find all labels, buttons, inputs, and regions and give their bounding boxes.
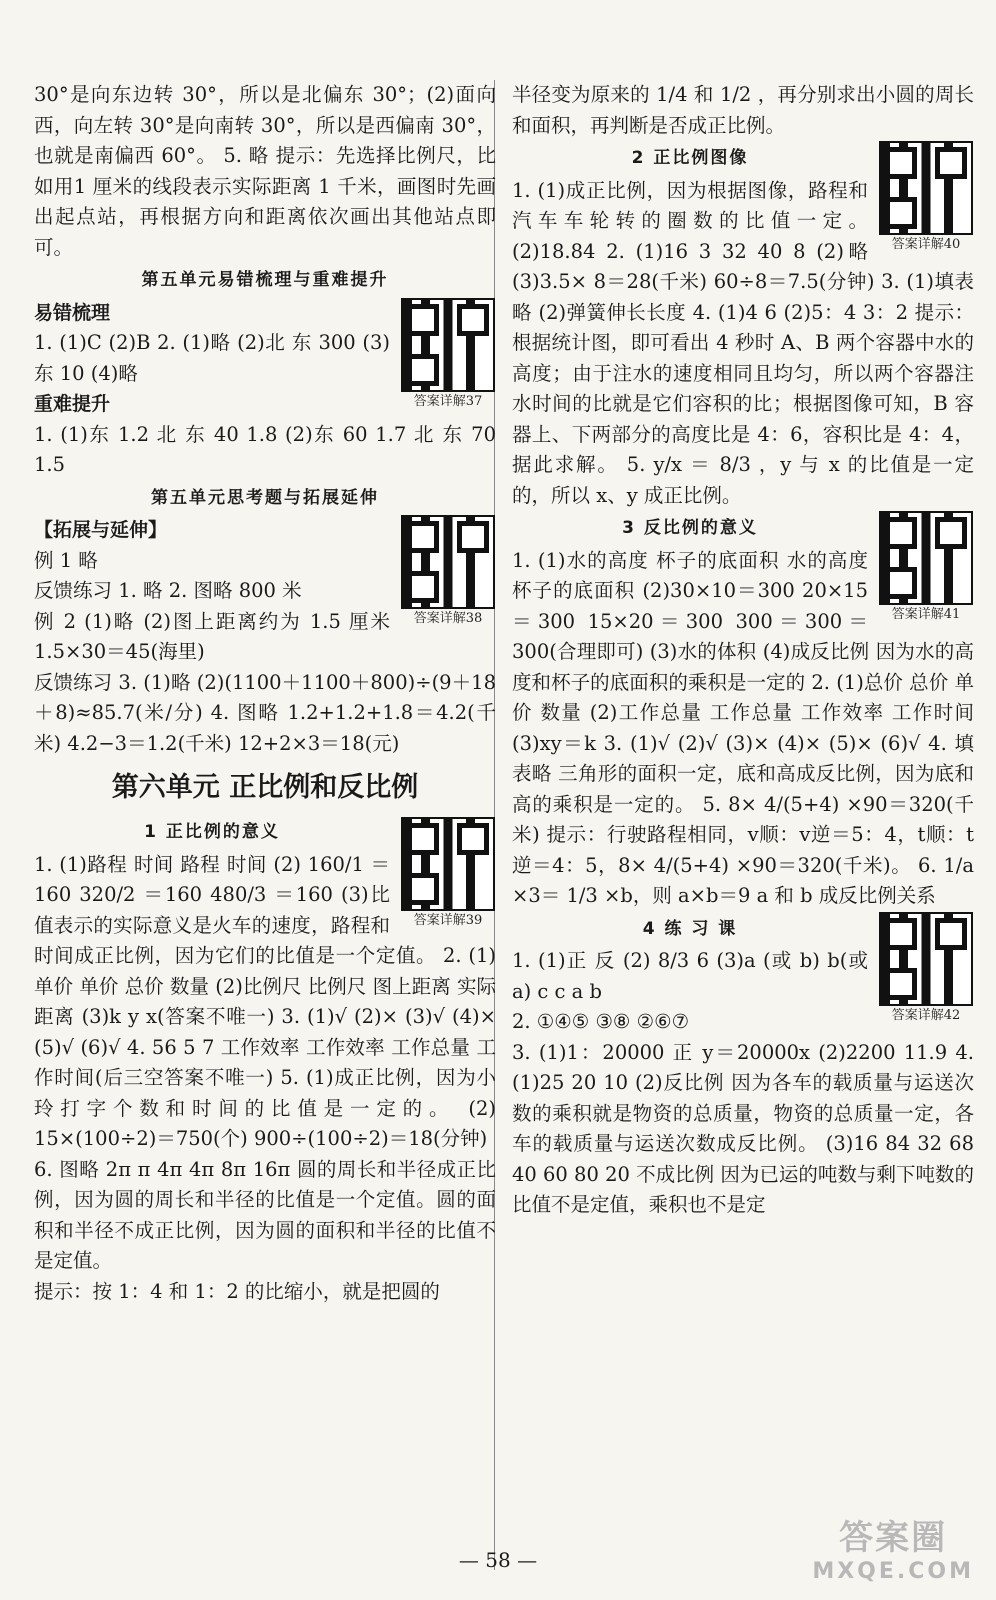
qr-code-icon[interactable] — [401, 817, 495, 911]
paragraph: 1. (1)正 反 (2) 8/3 6 (3)a (或 b) b(或 a) c c a b — [512, 949, 868, 1003]
section-heading: 2 正比例图像 — [631, 148, 749, 168]
unit-title: 第六单元 正比例和反比例 — [111, 772, 419, 803]
section-heading: 3 反比例的意义 — [622, 518, 758, 538]
paragraph: 1. (1)水的高度 杯子的底面积 水的高度 杯子的底面积 (2)30×10＝300 20×15＝300 15×20＝300 300＝300＝300(合理即可) (3)水的体积 (4)成反比例 因为水的高度和杯子的底面积的乘积是一定的 2. (1)总价 总价 单价 数量 (2)工作总量 工作总量 工作效率 工作时间 (3)xy＝k 3. (1)√ (2)√ (3)× (4)× (5)× (6)√ 4. 填表略 三角形的面积一定，底和高成反比例，因为底和高的乘积是一定的。 5. 8× 4/(5+4) ×90＝320(千米) 提示：行驶路程相同，v顺：v逆＝5：4，t顺：t逆＝4：5，8× 4/(5+4) ×90＝320(千米)。 6. 1/a ×3＝ 1/3 ×b，则 a×b＝9 a 和 b 成反比例关系 — [512, 548, 974, 907]
qr-block[interactable] — [878, 141, 974, 253]
section-heading: 第五单元易错梳理与重难提升 — [141, 270, 389, 290]
qr-caption: 答案详解40 — [891, 237, 961, 252]
qr-caption: 答案详解42 — [891, 1007, 961, 1023]
page-number: — 58 — — [458, 1548, 538, 1572]
paragraph: 反馈练习 3. (1)略 (2)(1100＋1100＋800)÷(9＋18＋8)≈85.7(米/分) 4. 图略 1.2+1.2+1.8＝4.2(千米) 4.2−3＝1.2(千米) 12+2×3＝18(元) — [34, 670, 496, 755]
paragraph: 提示：按 1：4 和 1：2 的比缩小，就是把圆的 — [34, 1279, 440, 1303]
qr-block[interactable] — [400, 515, 496, 627]
paragraph: 1. (1)成正比例，因为根据图像，路程和汽车车轮转的圈数的比值一定。 (2)18.84 2. (1)16 3 32 40 8 (2)略 (3)3.5× 8＝28(千米) 60÷8＝7.5(分钟) 3. (1)填表略 (2)弹簧伸长长度 4. (1)4 6 (2)5：4 3：2 提示：根据统计图，即可看出 4 秒时 A、B 两个容器中水的高度；由于注水的速度相同且均匀，所以两个容器注水时间的比就是它们容积的比；根据图像可知，B 容器上、下两部分的高度比是 4：6，容积比是 4：4，据此求解。 5. y/x ＝ 8/3 ，y 与 x 的比值是一定的，所以 x、y 成正比例。 — [512, 178, 974, 507]
paragraph: 6. 图略 2π π 4π 4π 8π 16π 圆的周长和半径成正比例，因为圆的周长和半径的比值是一个定值。圆的面积和半径不成正比例，因为圆的面积和半径的比值不是定值。 — [34, 1157, 496, 1272]
qr-block[interactable] — [400, 298, 496, 410]
section-heading: 第五单元思考题与拓展延伸 — [151, 487, 379, 508]
qr-block[interactable] — [878, 912, 974, 1024]
right-column — [512, 80, 974, 1221]
qr-code-icon[interactable] — [401, 298, 495, 392]
paragraph: 30°是向东边转 30°，所以是北偏东 30°；(2)面向西，向左转 30°是向南转 30°，所以是西偏南 30°，也就是南偏西 60°。 5. 略 提示：先选择比例尺，比如用1 厘米的线段表示实际距离 1 千米，画图时先画出起点站，再根据方向和距离依次画出其他站点即可。 — [34, 83, 496, 259]
paragraph: 1. (1)东 1.2 北 东 40 1.8 (2)东 60 1.7 北 东 70 1.5 — [34, 422, 496, 476]
qr-block[interactable] — [878, 511, 974, 623]
qr-code-icon[interactable] — [879, 141, 973, 235]
watermark-title: 答案圈 — [839, 1518, 948, 1558]
qr-code-icon[interactable] — [879, 511, 973, 605]
paragraph: 1. (1)路程 时间 路程 时间 (2) 160/1 ＝160 320/2 ＝160 480/3 ＝160 (3)比值表示的实际意义是火车的速度，路程和时间成正比例，因为它们的比值是一个定值。 2. (1)单价 单价 总价 数量 (2)比例尺 比例尺 图上距离 实际距离 (3)k y x(答案不唯一) 3. (1)√ (2)× (3)√ (4)× (5)√ (6)√ 4. 56 5 7 工作效率 工作效率 工作总量 工作时间(后三空答案不唯一) 5. (1)成正比例，因为小玲打字个数和时间的比值是一定的。 (2) 15×(100÷2)＝750(个) 900÷(100÷2)＝18(分钟) — [34, 852, 496, 1150]
left-column — [34, 80, 496, 1307]
subheading: 【拓展与延伸】 — [34, 519, 168, 541]
qr-caption: 答案详解37 — [413, 393, 483, 409]
paragraph: 2. ①④⑤ ③⑧ ②⑥⑦ — [512, 1010, 690, 1033]
subheading: 重难提升 — [34, 393, 111, 415]
qr-caption: 答案详解39 — [413, 913, 483, 928]
paragraph: 例 1 略 — [34, 548, 98, 572]
qr-code-icon[interactable] — [879, 912, 973, 1006]
watermark-logo — [812, 1510, 974, 1584]
paragraph: 3. (1)1：20000 正 y＝20000x (2)2200 11.9 4. (1)25 20 10 (2)反比例 因为各车的载质量与运送次数的乘积就是物资的总质量，物资的总质量一定，各车的载质量与运送次数成反比例。 (3)16 84 32 68 40 60 80 20 不成比例 因为已运的吨数与剩下吨数的比值不是定值，乘积也不是定 — [512, 1040, 974, 1216]
paragraph: 反馈练习 1. 略 2. 图略 800 米 — [34, 579, 302, 602]
section-heading: 1 正比例的意义 — [144, 822, 280, 842]
section-heading: 4 练 习 课 — [642, 918, 738, 939]
watermark-url: MXQE.COM — [812, 1559, 974, 1584]
qr-caption: 答案详解41 — [891, 607, 961, 622]
paragraph: 1. (1)C (2)B 2. (1)略 (2)北 东 300 (3)东 10 (4)略 — [34, 331, 390, 385]
paragraph: 例 2 (1)略 (2)图上距离约为 1.5 厘米 1.5×30＝45(海里) — [34, 609, 390, 663]
qr-caption: 答案详解38 — [413, 611, 483, 626]
qr-block[interactable] — [400, 817, 496, 929]
paragraph: 半径变为原来的 1/4 和 1/2 ，再分别求出小圆的周长和面积，再判断是否成正比例。 — [512, 83, 974, 137]
qr-code-icon[interactable] — [401, 515, 495, 609]
subheading: 易错梳理 — [34, 301, 111, 324]
